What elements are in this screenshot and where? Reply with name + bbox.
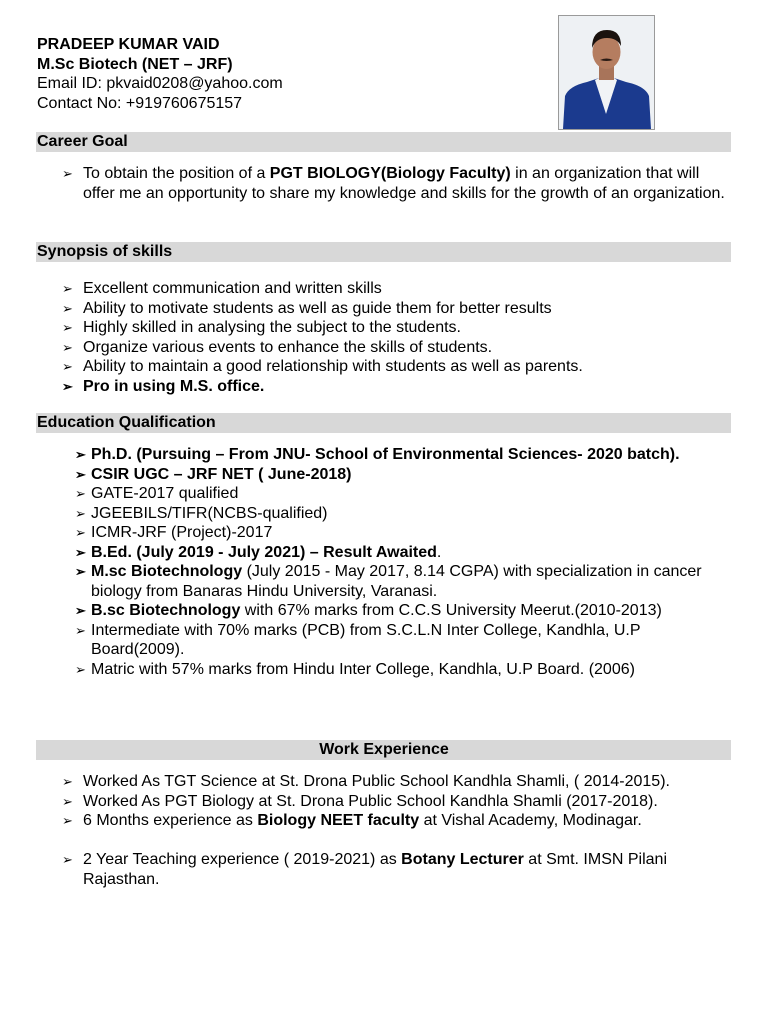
career-goal-list [62,164,732,203]
section-education: Education Qualification [36,413,731,433]
list-item: ➢ Ph.D. (Pursuing – From JNU- School of Environmental Sciences- 2020 batch). [75,446,680,463]
profile-photo [558,15,655,130]
list-item: ➢ B.Ed. (July 2019 - July 2021) – Result Awaited. [75,543,442,561]
list-item: ➢ Highly skilled in analysing the subject to the students. [62,319,461,336]
arrow-bullet-icon: ➢ [62,281,73,296]
arrow-bullet-icon: ➢ [75,661,86,677]
list-item: ➢ Ability to maintain a good relationship with students as well as parents. [62,358,583,375]
candidate-degree: M.Sc Biotech (NET – JRF) [37,55,233,73]
section-skills: Synopsis of skills [36,242,731,262]
list-item: ➢ CSIR UGC – JRF NET ( June-2018) [75,465,352,483]
arrow-bullet-icon: ➢ [62,793,73,809]
section-career-goal: Career Goal [36,132,731,152]
arrow-bullet-icon: ➢ [62,320,73,335]
email-line: Email ID: pkvaid0208@yahoo.com [37,75,283,92]
arrow-bullet-icon: ➢ [75,466,86,482]
arrow-bullet-icon: ➢ [62,378,73,394]
list-item: ➢ 2 Year Teaching experience ( 2019-2021) as Botany Lecturer at Smt. IMSN Pilani Rajasthan. [62,851,668,888]
list-item: ➢ ICMR-JRF (Project)-2017 [75,524,273,541]
arrow-bullet-icon: ➢ [75,525,86,540]
list-item: ➢ Excellent communication and written skills [62,280,382,297]
person-photo-icon [559,16,654,129]
arrow-bullet-icon: ➢ [62,339,73,355]
arrow-bullet-icon: ➢ [75,603,86,618]
resume-header [37,35,283,113]
list-item: ➢ 6 Months experience as Biology NEET faculty at Vishal Academy, Modinagar. [62,812,642,829]
list-item: ➢ Organize various events to enhance the skills of students. [62,338,493,356]
list-item: ➢ Pro in using M.S. office. [62,377,265,395]
skills-list [62,279,732,396]
list-item: ➢ M.sc Biotechnology (July 2015 - May 2017, 8.14 CGPA) with specialization in cancer biology from Banaras Hindu University, Varanasi. [75,563,702,600]
list-item: ➢ Matric with 57% marks from Hindu Inter College, Kandhla, U.P Board. (2006) [75,660,635,678]
contact-line: Contact No: +919760675157 [37,94,243,112]
arrow-bullet-icon: ➢ [62,774,73,789]
list-item: ➢ Ability to motivate students as well as guide them for better results [62,299,552,317]
arrow-bullet-icon: ➢ [75,564,86,579]
arrow-bullet-icon: ➢ [75,447,86,462]
arrow-bullet-icon: ➢ [62,166,73,181]
education-list [75,445,735,679]
work-list [62,772,732,889]
list-item: ➢ B.sc Biotechnology with 67% marks from C.C.S University Meerut.(2010-2013) [75,602,662,619]
section-work-experience: Work Experience [36,740,731,760]
arrow-bullet-icon: ➢ [75,544,86,560]
candidate-name: PRADEEP KUMAR VAID [37,36,220,53]
list-item: ➢ To obtain the position of a PGT BIOLOGY(Biology Faculty) in an organization that will offer me an opportunity to share my knowledge and skills for the growth of an organization. [62,165,725,202]
list-item: ➢ Intermediate with 70% marks (PCB) from S.C.L.N Inter College, Kandhla, U.P Board(2009). [75,621,641,658]
list-item: ➢ JGEEBILS/TIFR(NCBS-qualified) [75,504,328,522]
arrow-bullet-icon: ➢ [62,813,73,828]
arrow-bullet-icon: ➢ [62,359,73,374]
arrow-bullet-icon: ➢ [75,505,86,521]
arrow-bullet-icon: ➢ [75,486,86,501]
arrow-bullet-icon: ➢ [62,300,73,316]
list-item: ➢ GATE-2017 qualified [75,485,239,502]
list-item: ➢ Worked As TGT Science at St. Drona Public School Kandhla Shamli, ( 2014-2015). [62,773,670,790]
list-item: ➢ Worked As PGT Biology at St. Drona Public School Kandhla Shamli (2017-2018). [62,792,658,810]
arrow-bullet-icon: ➢ [75,622,86,638]
arrow-bullet-icon: ➢ [62,852,73,867]
